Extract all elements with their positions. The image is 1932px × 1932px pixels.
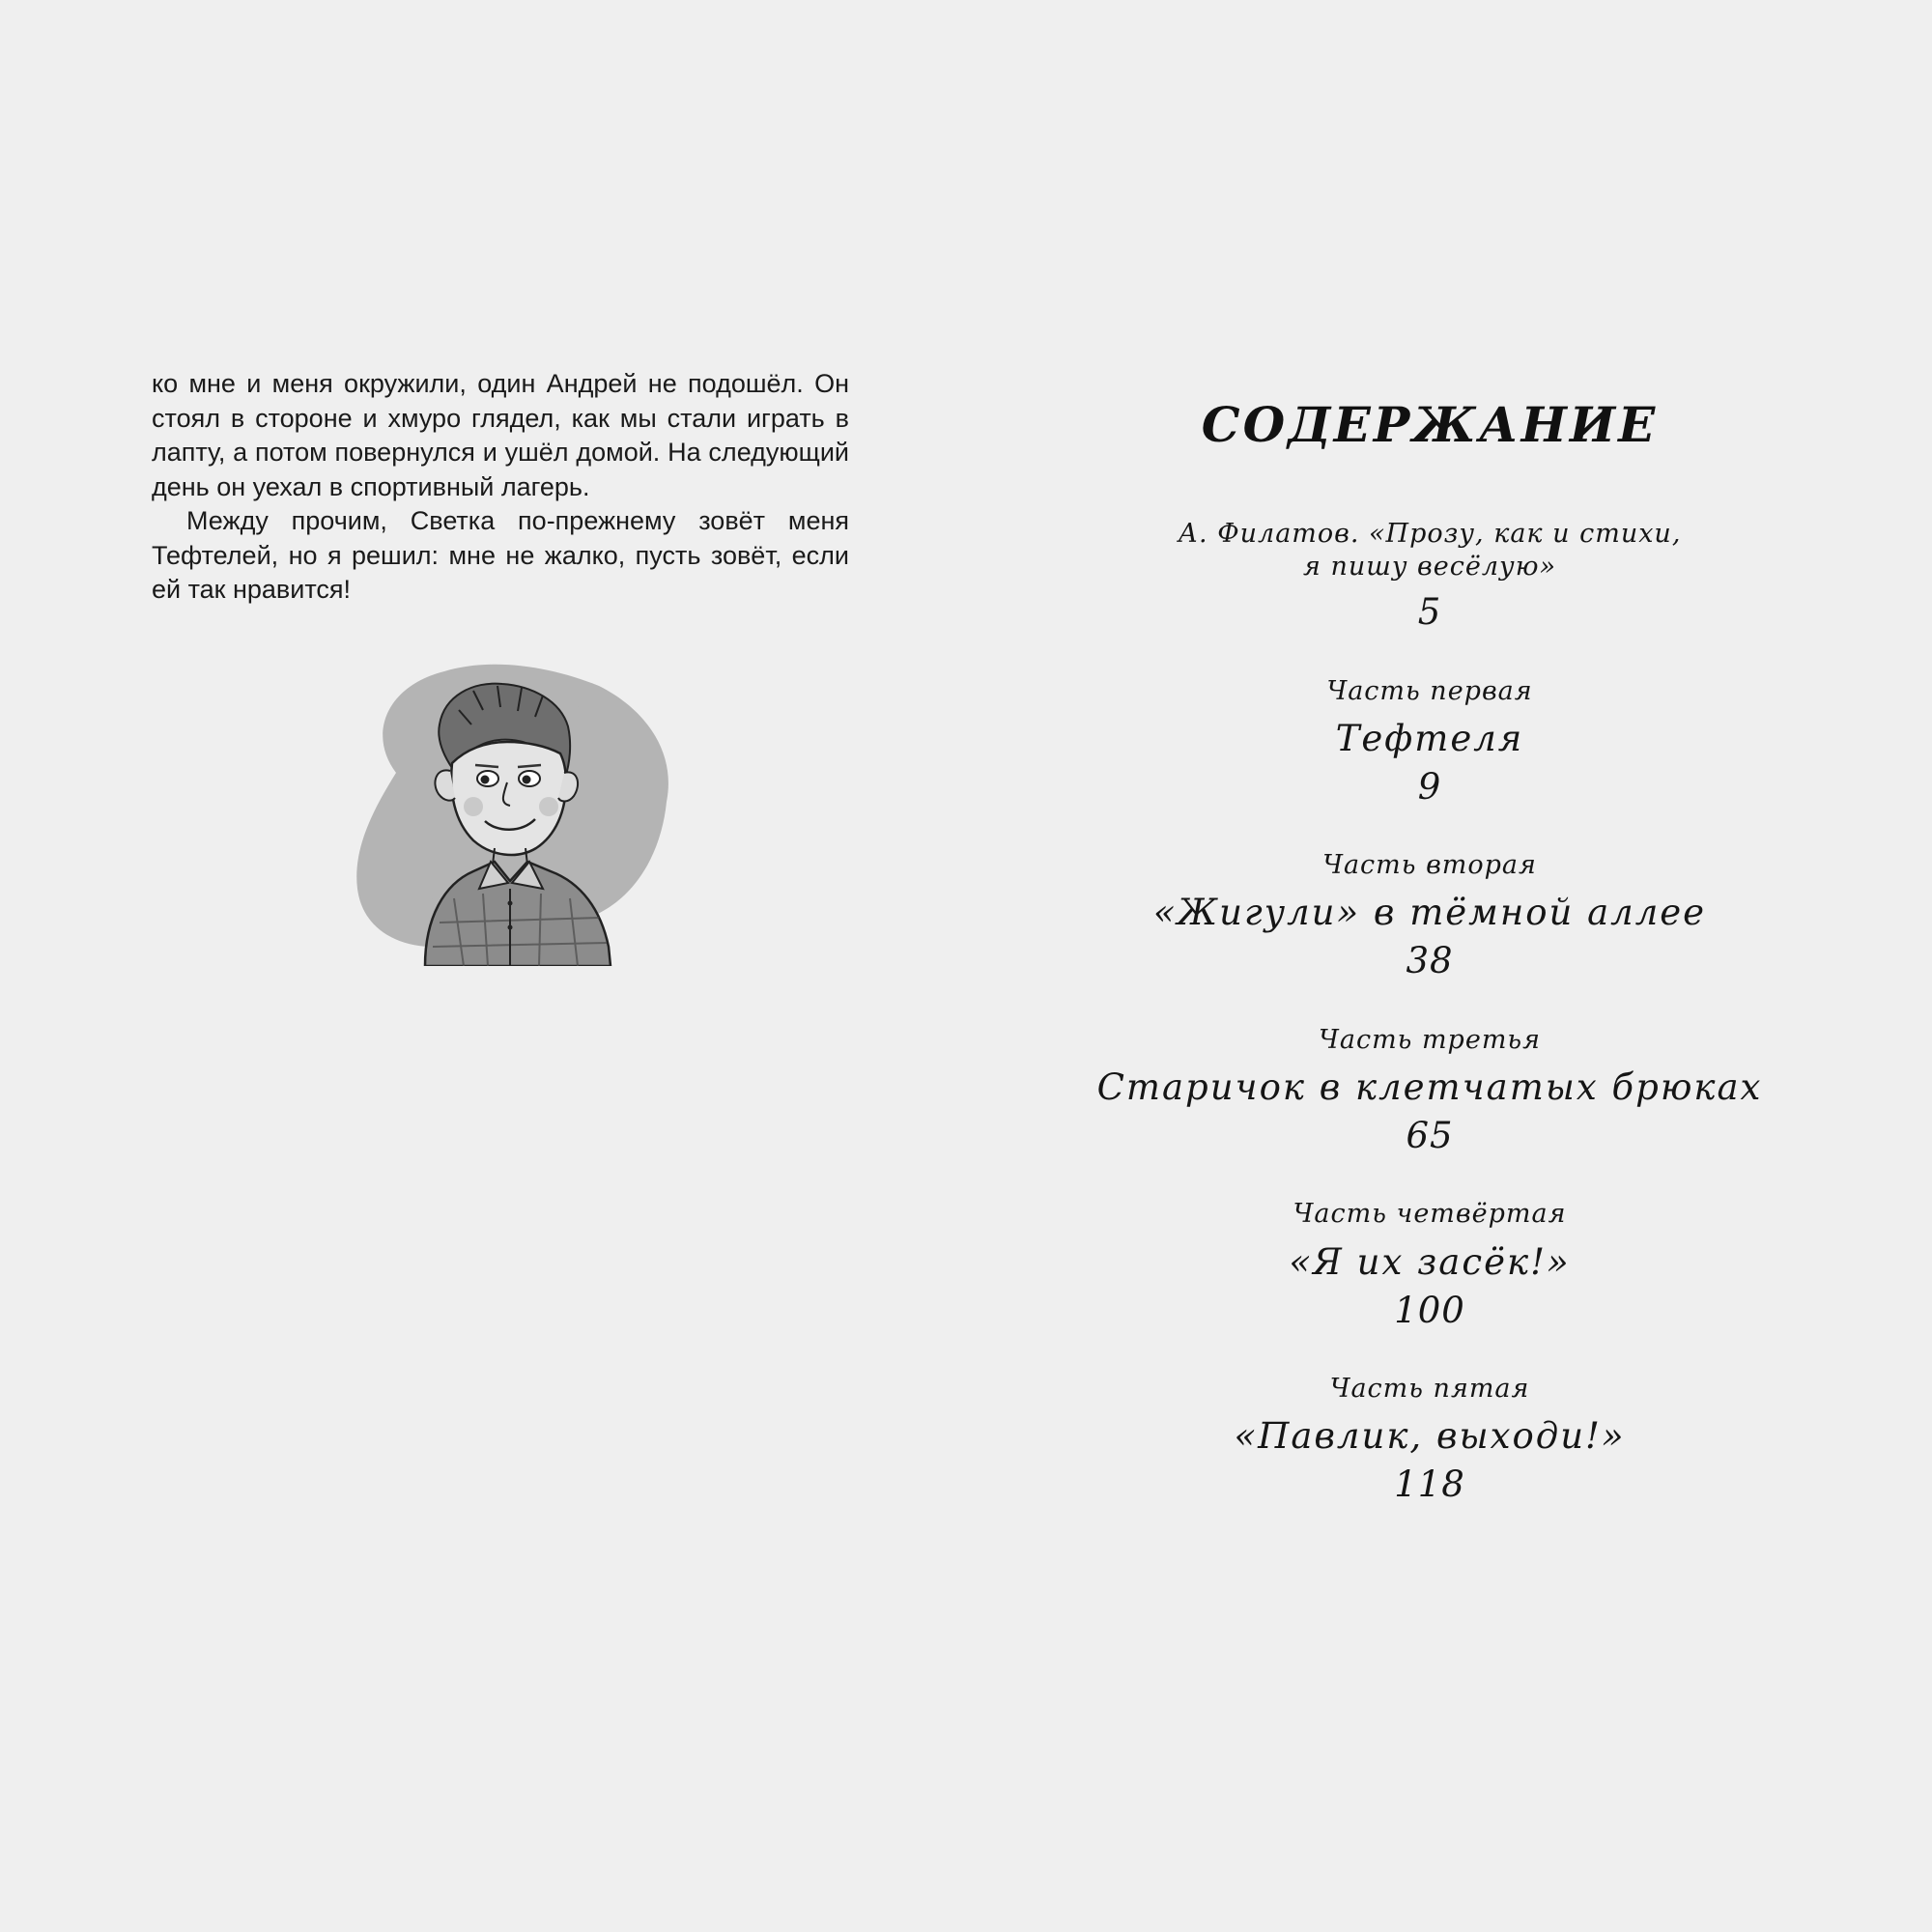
toc-page-number[interactable]: 38 (1406, 940, 1454, 981)
toc-title: СОДЕРЖАНИЕ (1201, 396, 1659, 453)
toc-part-title[interactable]: «Жигули» в тёмной аллее (1152, 892, 1707, 933)
toc-part-label: Часть пятая (1329, 1374, 1530, 1404)
toc-part-label: Часть первая (1326, 676, 1533, 706)
toc-page-number[interactable]: 118 (1394, 1463, 1465, 1505)
toc-page-number[interactable]: 65 (1406, 1115, 1454, 1156)
boy-illustration (328, 657, 696, 966)
toc-page-number[interactable]: 5 (1417, 591, 1442, 633)
story-text (152, 367, 849, 608)
toc-part-label: Часть четвёртая (1293, 1199, 1567, 1229)
toc-part-label: Часть третья (1318, 1025, 1542, 1055)
toc-part-title[interactable]: «Я их засёк!» (1289, 1241, 1571, 1283)
toc-intro-line[interactable]: А. Филатов. «Прозу, как и стихи, (1178, 519, 1682, 549)
story-paragraph: Между прочим, Светка по-прежнему зовёт меня Тефтелей, но я решил: мне не жалко, пусть зовёт, если ей так нравится! (152, 506, 849, 604)
right-page (966, 0, 1932, 1932)
toc-page-number[interactable]: 9 (1417, 766, 1442, 808)
toc-page-number[interactable]: 100 (1394, 1290, 1465, 1331)
toc-intro-line[interactable]: я пишу весёлую» (1303, 552, 1556, 582)
toc-part-title[interactable]: «Павлик, выходи!» (1234, 1415, 1626, 1457)
toc-part-label: Часть вторая (1322, 850, 1537, 880)
toc-part-title[interactable]: Старичок в клетчатых брюках (1096, 1066, 1763, 1108)
story-paragraph: ко мне и меня окружили, один Андрей не подошёл. Он стоял в стороне и хмуро глядел, как мы стали играть в лапту, а потом повернулся и ушёл домой. На следующий день он уехал в спортивный лагерь. (152, 369, 849, 501)
toc-part-title[interactable]: Тефтеля (1335, 718, 1524, 759)
